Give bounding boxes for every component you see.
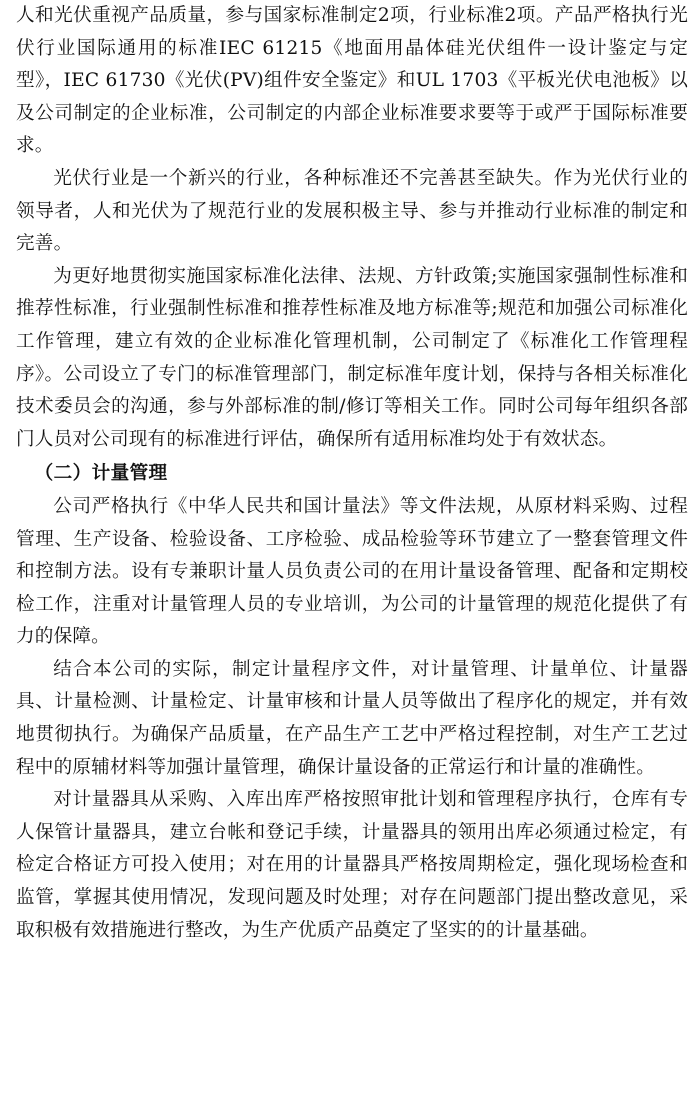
section-heading-metrology: （二）计量管理 xyxy=(34,463,168,485)
paragraph-metrology-law: 公司严格执行《中华人民共和国计量法》等文件法规，从原材料采购、过程管理、生产设备、检验设备、工序检验、成品检验等环节建立了一整套管理文件和控制方法。设有专兼职计量人员负责公司的在用计量设备管理、配备和定期校检工作，注重对计量管理人员的专业培训，为公司的计量管理的规范化提供了有力的保障。 xyxy=(16,495,688,648)
paragraph-industry-standards: 光伏行业是一个新兴的行业，各种标准还不完善甚至缺失。作为光伏行业的领导者，人和光伏为了规范行业的发展积极主导、参与并推动行业标准的制定和完善。 xyxy=(16,167,688,255)
paragraph-metrology-instruments: 对计量器具从采购、入库出库严格按照审批计划和管理程序执行，仓库有专人保管计量器具，建立台帐和登记手续，计量器具的领用出库必须通过检定，有检定合格证方可投入使用；对在用的计量器具严格按周期检定，强化现场检查和监管，掌握其使用情况，发现问题及时处理；对存在问题部门提出整改意见，采取积极有效措施进行整改，为生产优质产品奠定了坚实的的计量基础。 xyxy=(16,789,688,941)
document-page xyxy=(16,0,688,947)
paragraph-product-standards: 人和光伏重视产品质量，参与国家标准制定2项，行业标准2项。产品严格执行光伏行业国际通用的标准IEC 61215《地面用晶体硅光伏组件一设计鉴定与定型》，IEC 61730《光伏(PV)组件安全鉴定》和UL 1703《平板光伏电池板》以及公司制定的企业标准，公司制定的内部企业标准要求要等于或严于国际标准要求。 xyxy=(16,5,688,157)
paragraph-metrology-procedures: 结合本公司的实际，制定计量程序文件，对计量管理、计量单位、计量器具、计量检测、计量检定、计量审核和计量人员等做出了程序化的规定，并有效地贯彻执行。为确保产品质量，在产品生产工艺中严格过程控制，对生产工艺过程中的原辅材料等加强计量管理，确保计量设备的正常运行和计量的准确性。 xyxy=(16,658,688,778)
paragraph-standardization-management: 为更好地贯彻实施国家标准化法律、法规、方针政策;实施国家强制性标准和推荐性标准，行业强制性标准和推荐性标准及地方标准等;规范和加强公司标准化工作管理，建立有效的企业标准化管理机制，公司制定了《标准化工作管理程序》。公司设立了专门的标准管理部门，制定标准年度计划，保持与各相关标准化技术委员会的沟通，参与外部标准的制/修订等相关工作。同时公司每年组织各部门人员对公司现有的标准进行评估，确保所有适用标准均处于有效状态。 xyxy=(16,265,688,450)
